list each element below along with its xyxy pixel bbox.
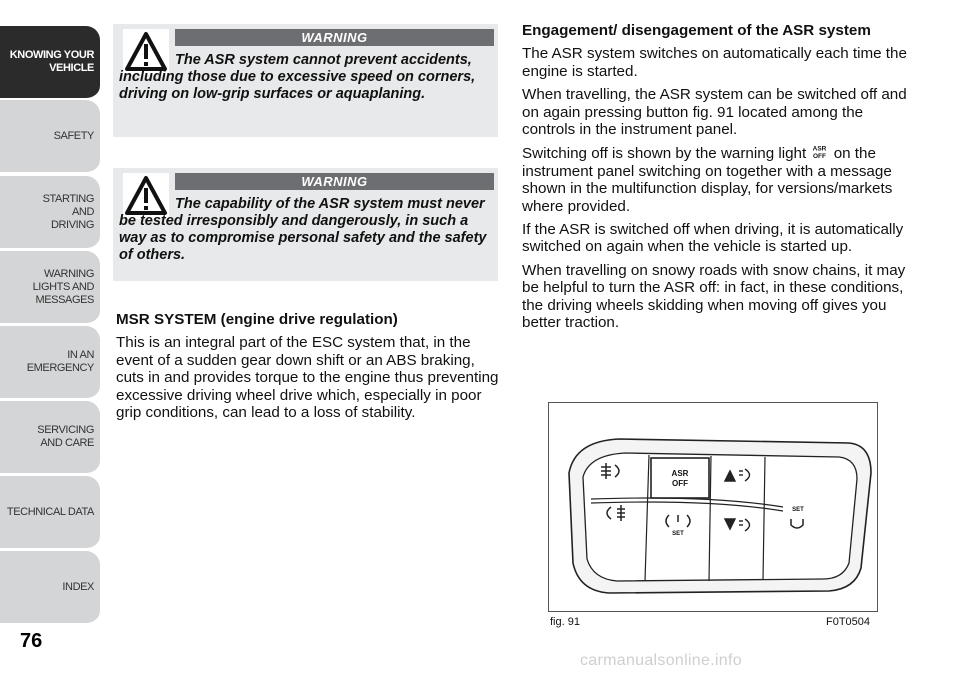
tab-knowing-your-vehicle[interactable] bbox=[0, 26, 100, 100]
tab-label: WARNING LIGHTS AND MESSAGES bbox=[32, 267, 94, 306]
tab-label: SAFETY bbox=[53, 129, 94, 142]
tab-label: TECHNICAL DATA bbox=[6, 505, 94, 518]
warning-text: The capability of the ASR system must never be tested irresponsibly and dangerously, in such a way as to compromise personal safety and the safety of others. bbox=[119, 196, 487, 263]
asr-off-warning-light-icon bbox=[812, 144, 827, 159]
asr-paragraph-5: When travelling on snowy roads with snow chains, it may be helpful to turn the ASR off: in fact, in these conditions, the driving wheels skidding when moving off gives you better traction. bbox=[522, 261, 906, 332]
tab-starting-and-driving[interactable] bbox=[0, 176, 100, 250]
control-panel-illustration bbox=[549, 403, 878, 612]
warning-title: WARNING bbox=[175, 173, 494, 190]
warning-title: WARNING bbox=[175, 29, 494, 46]
asr-heading: Engagement/ disengagement of the ASR system bbox=[522, 22, 871, 39]
tab-label: INDEX bbox=[62, 580, 94, 593]
figure-code: F0T0504 bbox=[826, 616, 871, 628]
tab-label: SERVICING AND CARE bbox=[37, 424, 94, 449]
msr-section bbox=[116, 311, 500, 427]
asr-button-label-bottom: OFF bbox=[672, 479, 688, 488]
asr-button-label-top: ASR bbox=[671, 469, 689, 478]
asr-section bbox=[522, 22, 912, 338]
asr-paragraph-3 bbox=[522, 144, 912, 215]
asr-paragraph-2: When travelling, the ASR system can be switched off and on again pressing button fig. 91 located among the controls in the instrument panel. bbox=[522, 86, 907, 139]
msr-heading: MSR SYSTEM (engine drive regulation) bbox=[116, 311, 398, 328]
warning-text: The ASR system cannot prevent accidents, including those due to excessive speed on corners, driving on low-grip surfaces or aquaplaning. bbox=[119, 52, 476, 102]
tab-label: IN AN EMERGENCY bbox=[26, 349, 94, 374]
chapter-tabs bbox=[0, 0, 100, 678]
tab-technical-data[interactable] bbox=[0, 476, 100, 550]
svg-text:OFF: OFF bbox=[813, 153, 827, 160]
asr-paragraph-4: If the ASR is switched off when driving, it is automatically switched on again when the vehicle is started up. bbox=[522, 221, 904, 256]
set-button-label: SET bbox=[792, 507, 804, 513]
figure-label: fig. 91 bbox=[550, 616, 580, 628]
asr-paragraph-3-start: Switching off is shown by the warning light bbox=[522, 145, 807, 163]
tab-index[interactable] bbox=[0, 551, 100, 625]
warning-box bbox=[113, 24, 498, 137]
warning-box bbox=[113, 168, 498, 281]
tpms-set-label: SET bbox=[672, 531, 684, 537]
tab-servicing-and-care[interactable] bbox=[0, 401, 100, 475]
page-number: 76 bbox=[20, 630, 43, 652]
asr-paragraph-1: The ASR system switches on automatically each time the engine is started. bbox=[522, 45, 907, 80]
tab-warning-lights[interactable] bbox=[0, 251, 100, 325]
tab-label: KNOWING YOUR VEHICLE bbox=[9, 49, 94, 74]
asr-paragraph-3-end: on the instrument panel switching on together with a message shown in the multifunction display, for versions/markets where provided. bbox=[522, 145, 893, 215]
tab-safety[interactable] bbox=[0, 100, 100, 174]
tab-in-an-emergency[interactable] bbox=[0, 326, 100, 400]
watermark-text: carmanualsonline.info bbox=[580, 652, 742, 669]
tab-label: STARTING AND DRIVING bbox=[42, 192, 94, 231]
msr-paragraph: This is an integral part of the ESC system that, in the event of a sudden gear down shift or an ABS braking, cuts in and provides torque to the engine thus preventing excessive driving wheel drive which, especially in poor grip conditions, can lead to a loss of stability. bbox=[116, 334, 499, 422]
figure-91-control-panel bbox=[548, 402, 878, 612]
svg-text:ASR: ASR bbox=[813, 145, 827, 153]
